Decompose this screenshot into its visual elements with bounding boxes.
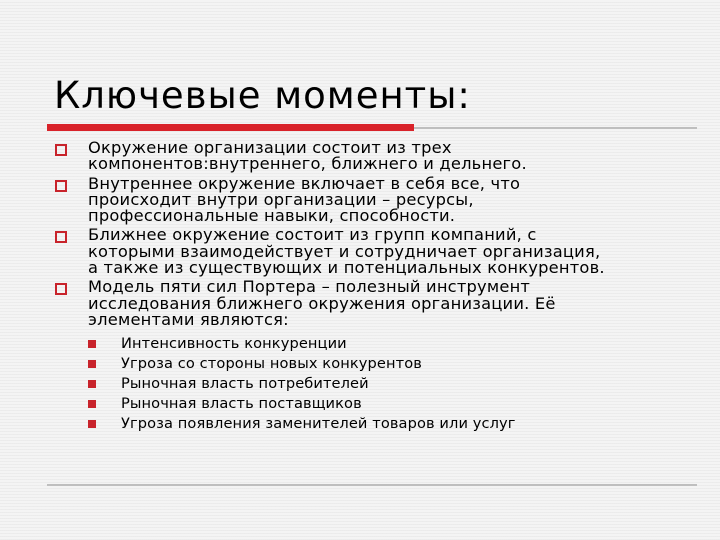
- filled-square-bullet-icon: [88, 360, 96, 368]
- sub-list-item: [88, 394, 692, 414]
- list-item: [52, 227, 692, 276]
- square-bullet-icon: [55, 231, 67, 243]
- sub-list-item: [88, 334, 692, 354]
- list-item-line: а также из существующих и потенциальных конкурентов.: [88, 258, 605, 278]
- filled-square-bullet-icon: [88, 340, 96, 348]
- square-bullet-icon: [55, 180, 67, 192]
- sub-list-item: [88, 374, 692, 394]
- list-item-line: профессиональные навыки, способности.: [88, 206, 456, 226]
- title-accent-bar: [47, 124, 414, 131]
- list-item-line: элементами являются:: [88, 309, 289, 329]
- sub-list-item-label: Рыночная власть потребителей: [121, 375, 369, 393]
- square-bullet-icon: [55, 283, 67, 295]
- list-item-line: которыми взаимодействует и сотрудничает организация,: [88, 241, 601, 261]
- filled-square-bullet-icon: [88, 400, 96, 408]
- list-item-line: происходит внутри организации – ресурсы,: [88, 189, 474, 209]
- sub-list-item-label: Интенсивность конкуренции: [121, 335, 347, 353]
- list-item: [52, 279, 692, 434]
- square-bullet-icon: [55, 144, 67, 156]
- sub-list-item-label: Угроза появления заменителей товаров или услуг: [121, 415, 516, 433]
- list-item-line: Модель пяти сил Портера – полезный инструмент: [88, 277, 531, 297]
- list-item: [52, 140, 692, 173]
- filled-square-bullet-icon: [88, 420, 96, 428]
- footer-divider: [47, 484, 697, 486]
- sub-bullet-list: [88, 334, 692, 434]
- sub-list-item-label: Угроза со стороны новых конкурентов: [121, 355, 422, 373]
- bullet-list: [52, 140, 692, 437]
- list-item-line: исследования ближнего окружения организации. Её: [88, 293, 556, 313]
- list-item-line: Внутреннее окружение включает в себя все, что: [88, 173, 521, 193]
- filled-square-bullet-icon: [88, 380, 96, 388]
- sub-list-item: [88, 414, 692, 434]
- list-item-line: компонентов:внутреннего, ближнего и дельнего.: [88, 154, 527, 174]
- list-item: [52, 173, 692, 226]
- list-item-line: Ближнее окружение состоит из групп компаний, с: [88, 225, 537, 245]
- list-item-line: Окружение организации состоит из трех: [88, 138, 452, 157]
- sub-list-item-label: Рыночная власть поставщиков: [121, 395, 362, 413]
- sub-list-item: [88, 354, 692, 374]
- slide-title: Ключевые моменты:: [54, 74, 471, 117]
